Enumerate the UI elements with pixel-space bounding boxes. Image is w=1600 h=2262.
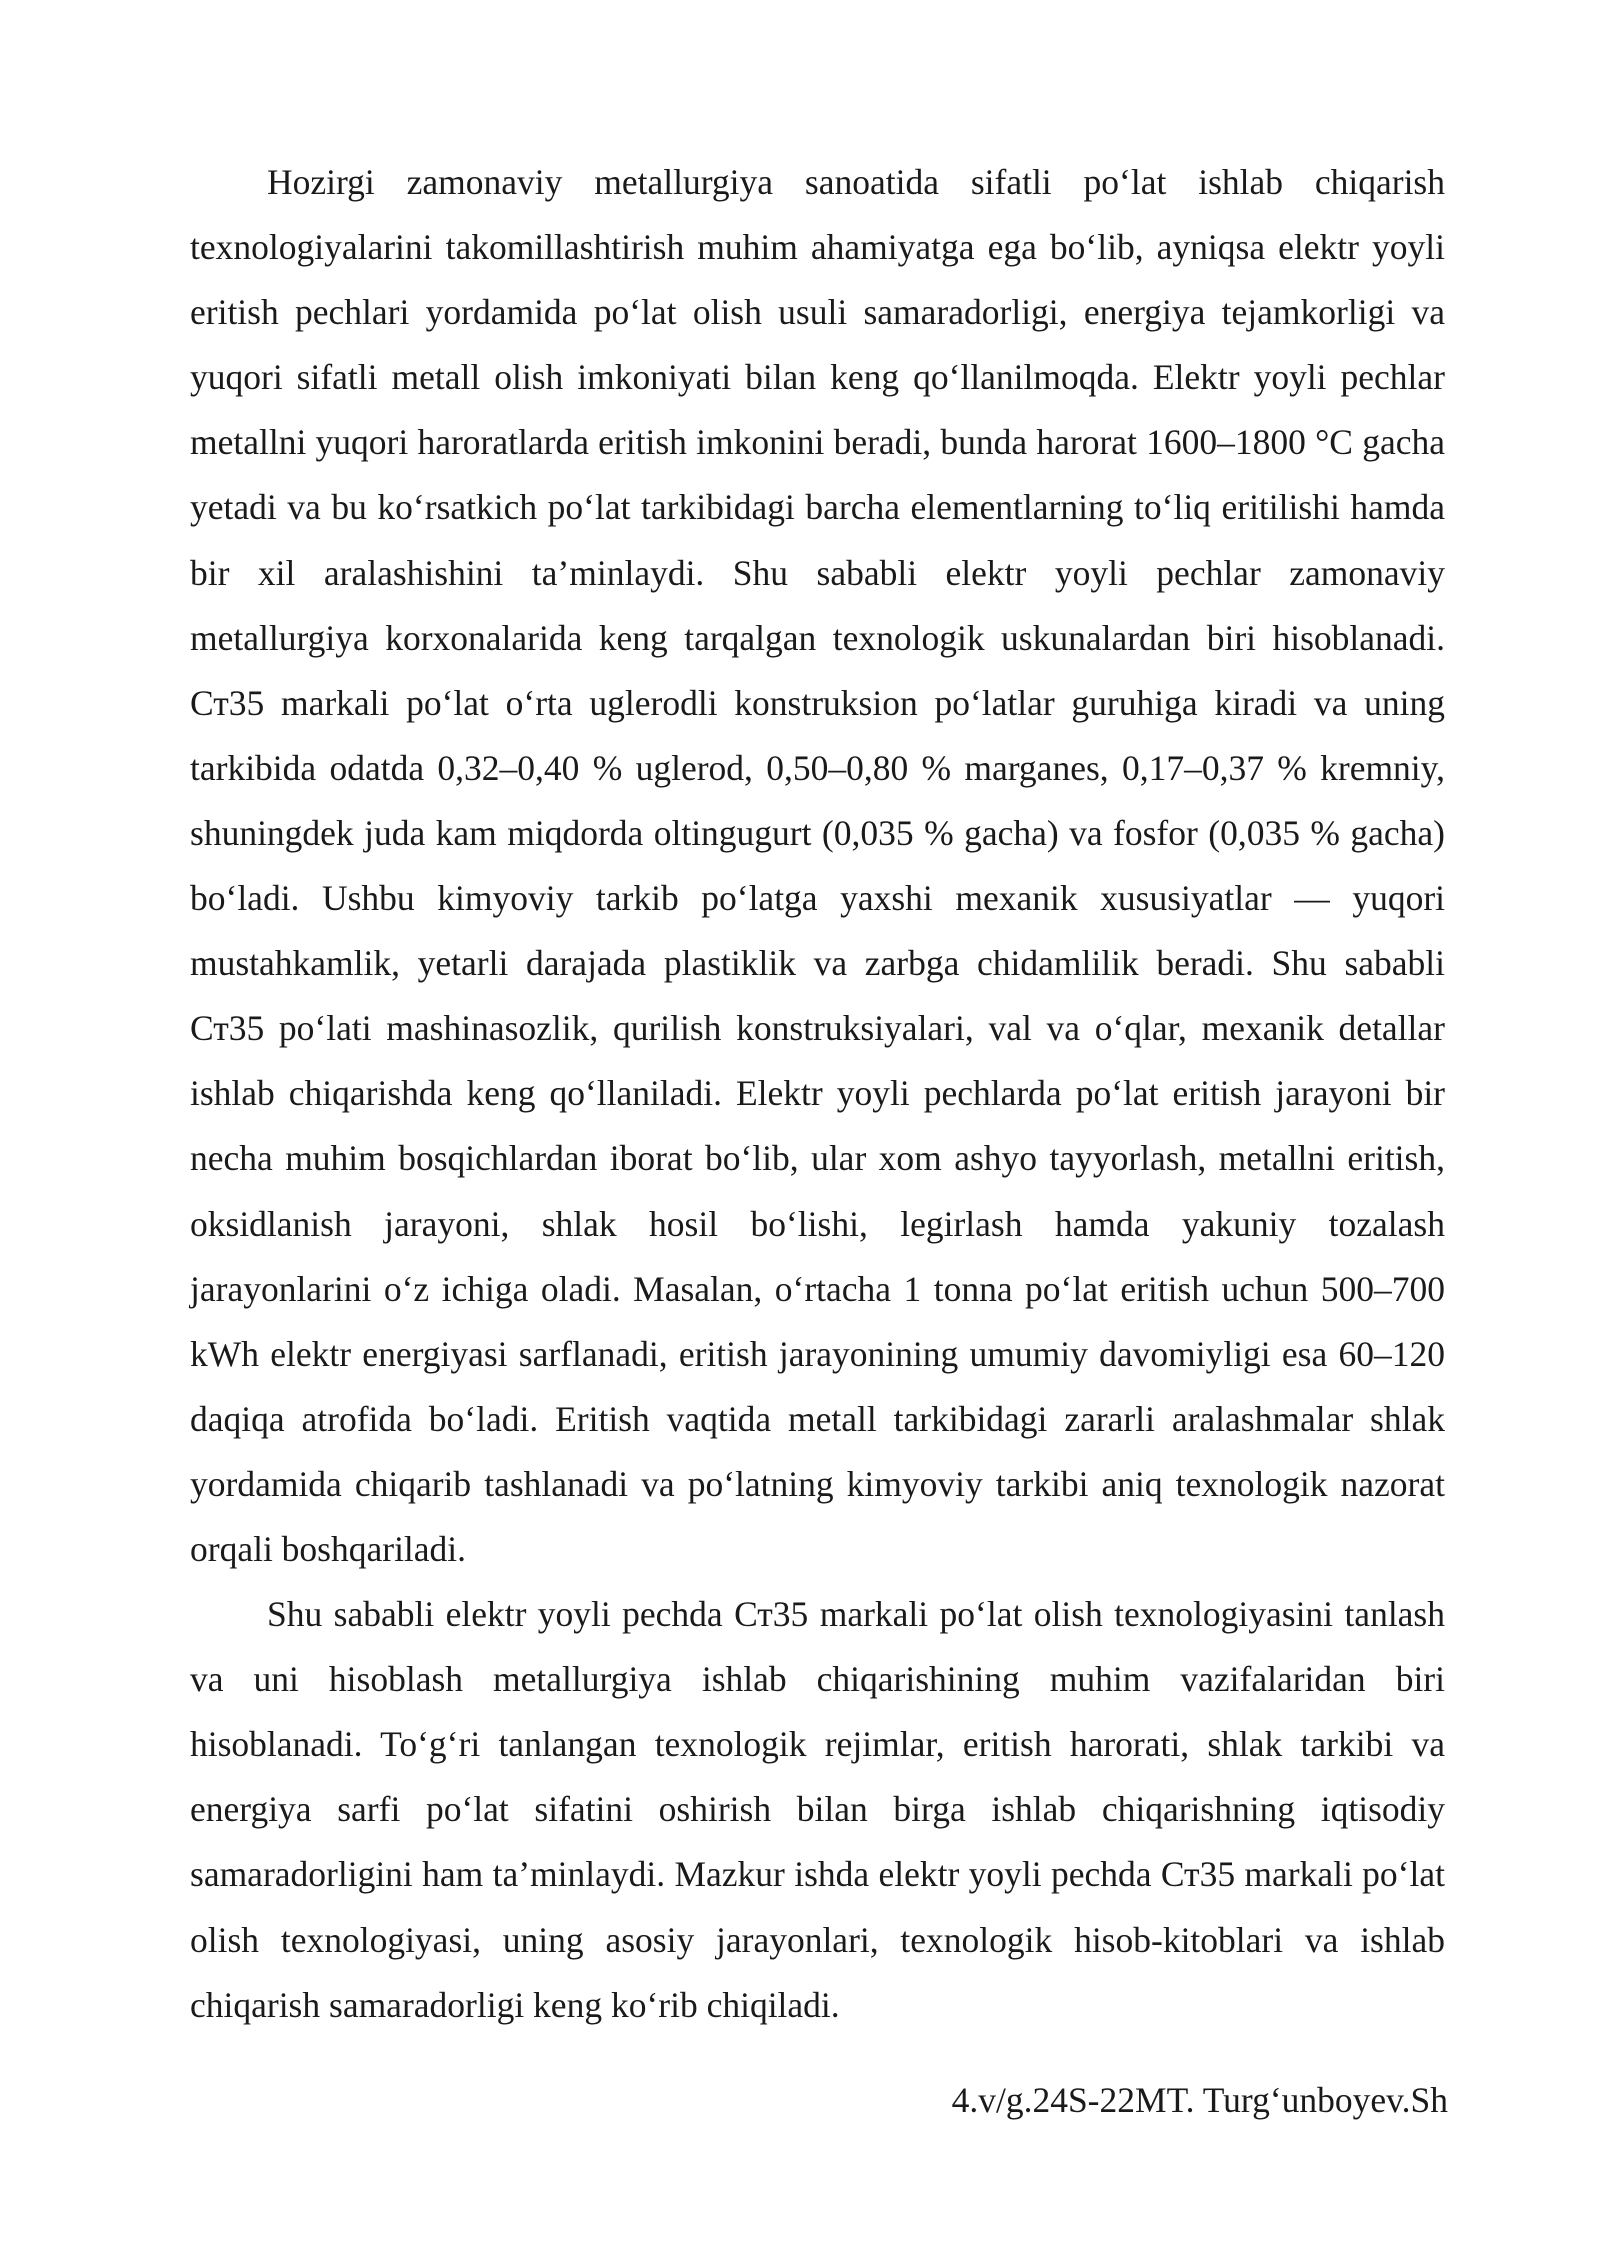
paragraph-2: Shu sababli elektr yoyli pechda Ст35 markali po‘lat olish texnologiyasini tanlash va uni hisoblash metallurgiya ishlab chiqarishining muhim vazifalaridan biri hisoblanadi. To‘g‘ri tanlangan texnologik rejimlar, eritish harorati, shlak tarkibi va energiya sarfi po‘lat sifatini oshirish bilan birga ishlab chiqarishning iqtisodiy samaradorligini ham ta’minlaydi. Mazkur ishda elektr yoyli pechda Ст35 markali po‘lat olish texnologiyasi, uning asosiy jarayonlari, texnologik hisob-kitoblari va ishlab chiqarish samaradorligi keng ko‘rib chiqiladi. (190, 1594, 1445, 2025)
body-text (190, 150, 1445, 2038)
page-footer-signature: 4.v/g.24S-22MT. Turg‘unboyev.Sh (951, 2080, 1448, 2120)
paragraph-1: Hozirgi zamonaviy metallurgiya sanoatida sifatli po‘lat ishlab chiqarish texnologiyalarini takomillashtirish muhim ahamiyatga ega bo‘lib, ayniqsa elektr yoyli eritish pechlari yordamida po‘lat olish usuli samaradorligi, energiya tejamkorligi va yuqori sifatli metall olish imkoniyati bilan keng qo‘llanilmoqda. Elektr yoyli pechlar metallni yuqori haroratlarda eritish imkonini beradi, bunda harorat 1600–1800 °C gacha yetadi va bu ko‘rsatkich po‘lat tarkibidagi barcha elementlarning to‘liq eritilishi hamda bir xil aralashishini ta’minlaydi. Shu sababli elektr yoyli pechlar zamonaviy metallurgiya korxonalarida keng tarqalgan texnologik uskunalardan biri hisoblanadi. Ст35 markali po‘lat o‘rta uglerodli konstruksion po‘latlar guruhiga kiradi va uning tarkibida odatda 0,32–0,40 % uglerod, 0,50–0,80 % marganes, 0,17–0,37 % kremniy, shuningdek juda kam miqdorda oltingugurt (0,035 % gacha) va fosfor (0,035 % gacha) bo‘ladi. Ushbu kimyoviy tarkib po‘latga yaxshi mexanik xususiyatlar — yuqori mustahkamlik, yetarli darajada plastiklik va zarbga chidamlilik beradi. Shu sababli Ст35 po‘lati mashinasozlik, qurilish konstruksiyalari, val va o‘qlar, mexanik detallar ishlab chiqarishda keng qo‘llaniladi. Elektr yoyli pechlarda po‘lat eritish jarayoni bir necha muhim bosqichlardan iborat bo‘lib, ular xom ashyo tayyorlash, metallni eritish, oksidlanish jarayoni, shlak hosil bo‘lishi, legirlash hamda yakuniy tozalash jarayonlarini o‘z ichiga oladi. Masalan, o‘rtacha 1 tonna po‘lat eritish uchun 500–700 kWh elektr energiyasi sarflanadi, eritish jarayonining umumiy davomiyligi esa 60–120 daqiqa atrofida bo‘ladi. Eritish vaqtida metall tarkibidagi zararli aralashmalar shlak yordamida chiqarib tashlanadi va po‘latning kimyoviy tarkibi aniq texnologik nazorat orqali boshqariladi. (190, 162, 1445, 1569)
